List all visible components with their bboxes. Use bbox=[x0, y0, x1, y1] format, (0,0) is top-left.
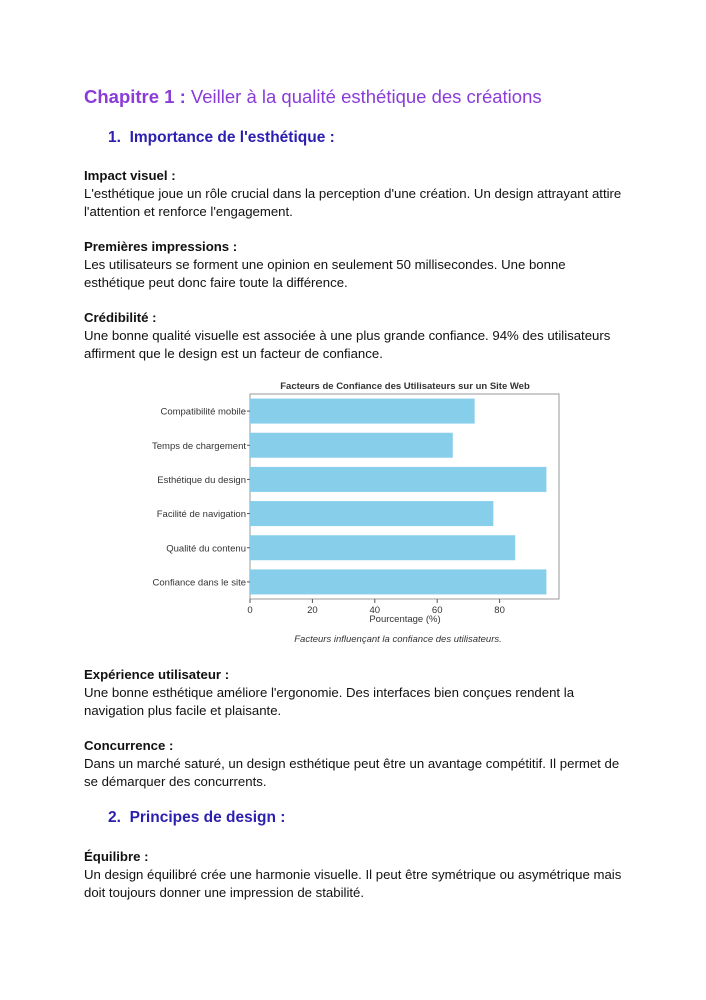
section-number: 1. bbox=[108, 129, 121, 146]
x-tick-label: 80 bbox=[494, 605, 505, 616]
paragraph-concurrence bbox=[84, 737, 624, 791]
bar-3 bbox=[250, 501, 493, 526]
x-tick-label: 40 bbox=[369, 605, 381, 616]
section-title: Principes de design : bbox=[129, 809, 286, 826]
section-number: 2. bbox=[108, 809, 121, 826]
paragraph-label: Équilibre : bbox=[84, 849, 149, 864]
section-title: Importance de l'esthétique : bbox=[129, 129, 335, 146]
paragraph-text: Une bonne qualité visuelle est associée à une plus grande confiance. 94% des utilisateurs affirment que le design est un facteur de confiance. bbox=[84, 328, 611, 361]
paragraph-text: L'esthétique joue un rôle crucial dans la perception d'une création. Un design attrayant attire l'attention et renforce l'engagement. bbox=[84, 186, 622, 219]
x-tick-label: 20 bbox=[307, 605, 318, 616]
y-tick-label: Qualité du contenu bbox=[166, 543, 246, 555]
section-heading-2 bbox=[108, 809, 285, 827]
paragraph-label: Concurrence : bbox=[84, 738, 174, 753]
y-tick-label: Esthétique du design bbox=[157, 474, 246, 486]
paragraph-text: Un design équilibré crée une harmonie visuelle. Il peut être symétrique ou asymétrique mais doit toujours donner une impression de stabilité. bbox=[84, 867, 622, 900]
chart-title: Facteurs de Confiance des Utilisateurs sur un Site Web bbox=[280, 381, 530, 392]
paragraph-label: Expérience utilisateur : bbox=[84, 667, 230, 682]
y-tick-label: Temps de chargement bbox=[152, 440, 246, 452]
chapter-label: Chapitre 1 : bbox=[84, 86, 186, 107]
y-tick-label: Compatibilité mobile bbox=[160, 406, 246, 418]
paragraph-equilibre bbox=[84, 848, 624, 902]
y-tick-label: Confiance dans le site bbox=[152, 577, 246, 589]
y-tick-label: Facilité de navigation bbox=[156, 509, 246, 521]
paragraph-label: Premières impressions : bbox=[84, 239, 238, 254]
bar-2 bbox=[250, 467, 546, 492]
bar-1 bbox=[250, 433, 453, 458]
paragraph-text: Dans un marché saturé, un design esthétique peut être un avantage compétitif. Il permet de se démarquer des concurrents. bbox=[84, 756, 620, 789]
bar-5 bbox=[250, 569, 546, 594]
paragraph-experience-utilisateur bbox=[84, 666, 624, 720]
x-tick-label: 60 bbox=[431, 605, 443, 616]
paragraph-label: Impact visuel : bbox=[84, 168, 176, 183]
figure-caption: Facteurs influençant la confiance des utilisateurs. bbox=[294, 634, 502, 645]
paragraph-text: Une bonne esthétique améliore l'ergonomie. Des interfaces bien conçues rendent la navigation plus facile et plaisante. bbox=[84, 685, 575, 718]
chapter-title: Veiller à la qualité esthétique des créations bbox=[190, 86, 542, 107]
x-axis-label: Pourcentage (%) bbox=[369, 614, 441, 625]
bar-4 bbox=[250, 535, 515, 560]
plot-area-frame bbox=[250, 394, 559, 599]
bar-0 bbox=[250, 399, 475, 424]
paragraph-label: Crédibilité : bbox=[84, 310, 157, 325]
x-tick-label: 0 bbox=[247, 605, 253, 616]
paragraph-text: Les utilisateurs se forment une opinion en seulement 50 millisecondes. Une bonne esthétique peut donc faire toute la différence. bbox=[84, 257, 566, 290]
